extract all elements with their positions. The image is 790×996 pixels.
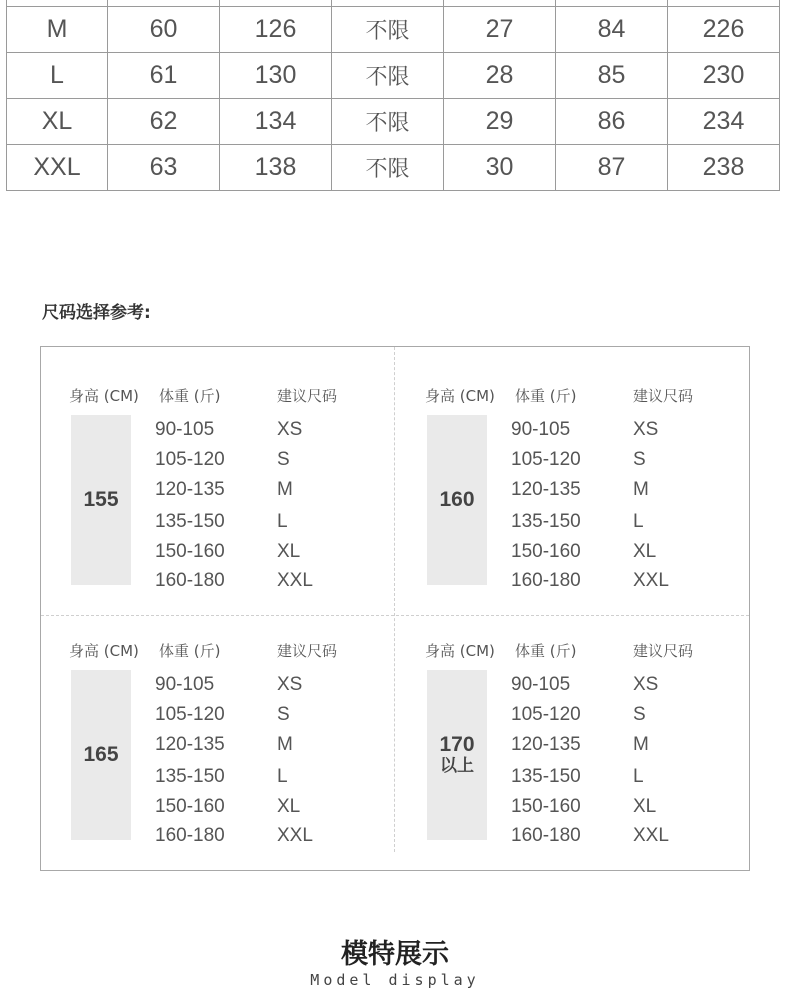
header-height: 身高 (CM) [425, 642, 495, 660]
table-cell: 不限 [332, 53, 444, 99]
suggested-size: XL [277, 796, 301, 817]
weight-range: 160-180 [155, 825, 225, 846]
weight-range: 150-160 [155, 796, 225, 817]
table-row [7, 99, 780, 145]
weight-range: 135-150 [155, 766, 225, 787]
height-value: 160 [439, 488, 475, 511]
weight-range: 160-180 [155, 570, 225, 591]
table-cell: M [7, 7, 108, 53]
suggested-size: XS [277, 419, 303, 440]
suggested-size: XS [633, 674, 659, 695]
table-cell: 86 [556, 99, 668, 145]
header-height: 身高 (CM) [69, 642, 139, 660]
table-cell: 62 [108, 99, 220, 145]
weight-range: 120-135 [511, 479, 581, 500]
table-cell: 28 [444, 53, 556, 99]
table-cell: 138 [220, 145, 332, 191]
header-size: 建议尺码 [277, 642, 338, 660]
header-height: 身高 (CM) [69, 387, 139, 405]
size-reference-box [40, 346, 750, 871]
suggested-size: XXL [633, 570, 669, 591]
model-display-title: 模特展示 [341, 939, 449, 970]
header-size: 建议尺码 [633, 642, 694, 660]
suggested-size: S [277, 704, 290, 725]
suggested-size: L [633, 511, 644, 532]
suggested-size: XXL [633, 825, 669, 846]
weight-range: 135-150 [511, 511, 581, 532]
table-cell: 238 [668, 145, 780, 191]
weight-range: 105-120 [155, 449, 225, 470]
suggested-size: XXL [277, 825, 313, 846]
suggested-size: XS [277, 674, 303, 695]
table-cell: 不限 [332, 99, 444, 145]
weight-range: 105-120 [511, 449, 581, 470]
suggested-size: M [633, 479, 649, 500]
table-row [7, 7, 780, 53]
header-height: 身高 (CM) [425, 387, 495, 405]
height-value: 165 [83, 743, 119, 766]
header-weight: 体重 (斤) [515, 642, 577, 660]
table-cell: 134 [220, 99, 332, 145]
weight-range: 105-120 [155, 704, 225, 725]
table-cell: XXL [7, 145, 108, 191]
height-box [427, 415, 487, 585]
weight-range: 160-180 [511, 825, 581, 846]
suggested-size: S [277, 449, 290, 470]
weight-range: 120-135 [511, 734, 581, 755]
height-suffix: 以上 [440, 756, 474, 776]
size-group-0 [69, 385, 409, 615]
weight-range: 135-150 [511, 766, 581, 787]
suggested-size: L [277, 766, 288, 787]
table-cell: 63 [108, 145, 220, 191]
suggested-size: M [277, 734, 293, 755]
weight-range: 90-105 [155, 674, 215, 695]
table-cell: 234 [668, 99, 780, 145]
table-cell: 27 [444, 7, 556, 53]
table-cell: 85 [556, 53, 668, 99]
suggested-size: S [633, 704, 646, 725]
table-cell: 126 [220, 7, 332, 53]
table-cell: 84 [556, 7, 668, 53]
height-box [427, 670, 487, 840]
height-value: 155 [83, 488, 119, 511]
table-cell: 226 [668, 7, 780, 53]
weight-range: 105-120 [511, 704, 581, 725]
suggested-size: M [633, 734, 649, 755]
table-cell: XL [7, 99, 108, 145]
size-group-1 [425, 385, 765, 615]
weight-range: 150-160 [155, 541, 225, 562]
weight-range: 90-105 [511, 674, 571, 695]
table-cell: L [7, 53, 108, 99]
suggested-size: XL [277, 541, 301, 562]
size-reference-title: 尺码选择参考: [42, 303, 151, 323]
table-cell: 不限 [332, 145, 444, 191]
weight-range: 90-105 [155, 419, 215, 440]
table-cell: 29 [444, 99, 556, 145]
weight-range: 135-150 [155, 511, 225, 532]
table-cell: 61 [108, 53, 220, 99]
size-group-3 [425, 640, 765, 870]
height-box [71, 670, 131, 840]
header-size: 建议尺码 [633, 387, 694, 405]
weight-range: 90-105 [511, 419, 571, 440]
suggested-size: L [277, 511, 288, 532]
table-cell: 60 [108, 7, 220, 53]
table-cell: 不限 [332, 7, 444, 53]
size-group-2 [69, 640, 409, 870]
suggested-size: XL [633, 541, 657, 562]
suggested-size: M [277, 479, 293, 500]
weight-range: 120-135 [155, 479, 225, 500]
height-value: 170 [439, 733, 475, 756]
suggested-size: L [633, 766, 644, 787]
table-cell: 87 [556, 145, 668, 191]
weight-range: 160-180 [511, 570, 581, 591]
weight-range: 150-160 [511, 796, 581, 817]
table-row [7, 145, 780, 191]
header-weight: 体重 (斤) [159, 387, 221, 405]
weight-range: 150-160 [511, 541, 581, 562]
size-table [6, 0, 780, 191]
divider-horizontal [41, 615, 749, 616]
header-weight: 体重 (斤) [159, 642, 221, 660]
table-cell: 130 [220, 53, 332, 99]
header-weight: 体重 (斤) [515, 387, 577, 405]
header-size: 建议尺码 [277, 387, 338, 405]
suggested-size: XS [633, 419, 659, 440]
suggested-size: XXL [277, 570, 313, 591]
table-cell: 30 [444, 145, 556, 191]
suggested-size: XL [633, 796, 657, 817]
suggested-size: S [633, 449, 646, 470]
table-cell: 230 [668, 53, 780, 99]
model-display-subtitle: Model display [310, 971, 480, 989]
height-box [71, 415, 131, 585]
table-row [7, 53, 780, 99]
weight-range: 120-135 [155, 734, 225, 755]
